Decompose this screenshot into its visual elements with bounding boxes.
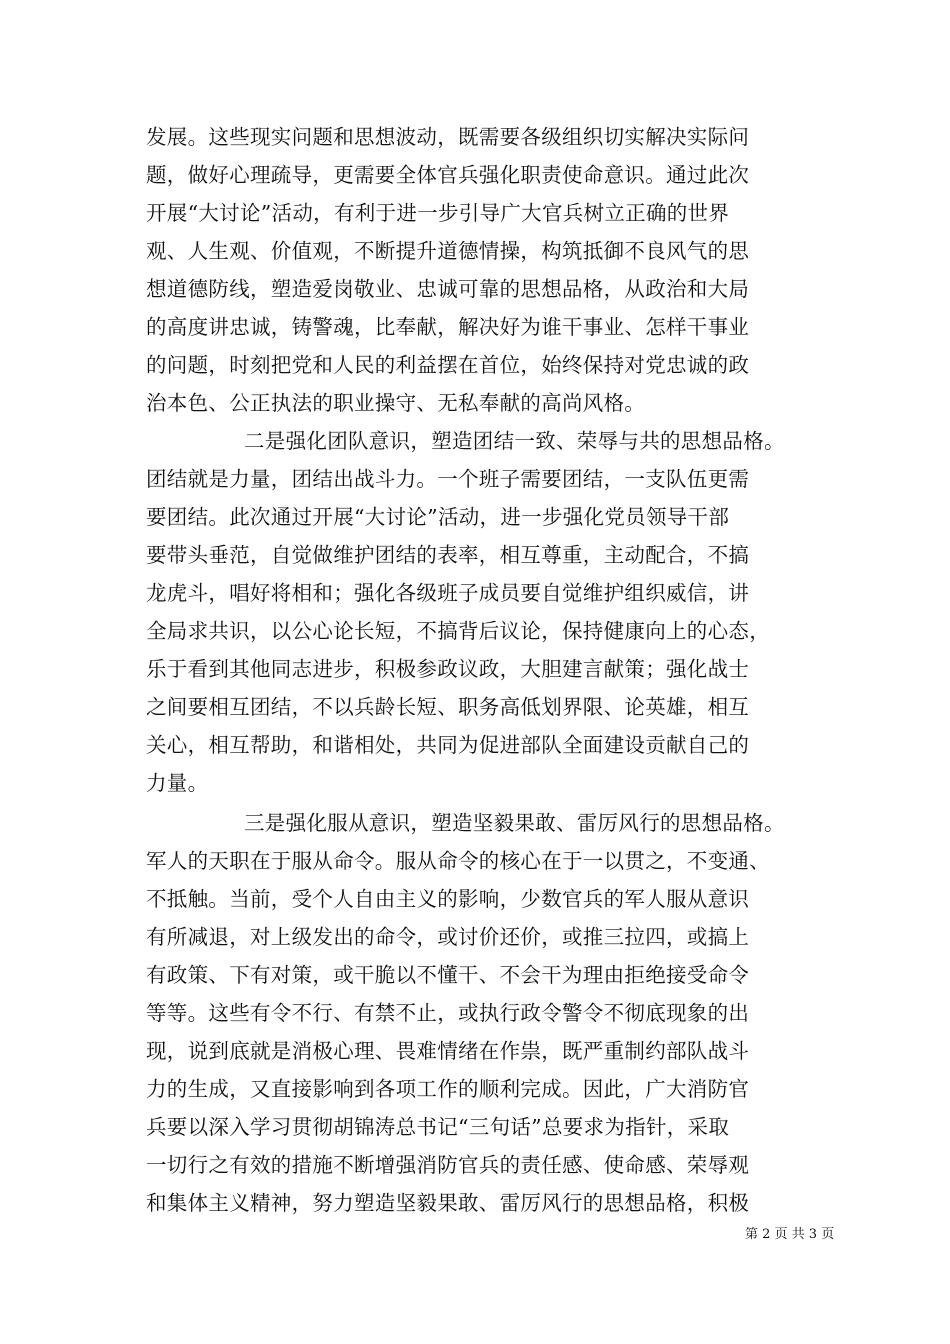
text-line: 力的生成，又直接影响到各项工作的顺利完成。因此，广大消防官: [146, 1077, 750, 1101]
paragraph-heading-line: 二是强化团队意识，塑造团结一致、荣辱与共的思想品格。: [244, 429, 785, 453]
text-line: 要团结。此次通过开展“大讨论”活动，进一步强化党员领导干部: [146, 505, 730, 529]
text-line: 观、人生观、价值观，不断提升道德情操，构筑抵御不良风气的思: [146, 239, 750, 263]
text-line: 兵要以深入学习贯彻胡锦涛总书记“三句话”总要求为指针，采取: [146, 1115, 730, 1139]
text-line: 之间要相互团结，不以兵龄长短、职务高低划界限、论英雄，相互: [146, 695, 750, 719]
text-line: 军人的天职在于服从命令。服从命令的核心在于一以贯之，不变通、: [146, 849, 770, 873]
text-line: 一切行之有效的措施不断增强消防官兵的责任感、使命感、荣辱观: [146, 1153, 750, 1177]
text-line: 等等。这些有令不行、有禁不止，或执行政令警令不彻底现象的出: [146, 1001, 750, 1025]
text-line: 龙虎斗，唱好将相和；强化各级班子成员要自觉维护组织威信，讲: [146, 581, 750, 605]
text-line: 发展。这些现实问题和思想波动，既需要各级组织切实解决实际问: [146, 125, 750, 149]
text-line: 关心，相互帮助，和谐相处，共同为促进部队全面建设贡献自己的: [146, 733, 750, 757]
text-line: 团结就是力量，团结出战斗力。一个班子需要团结，一支队伍更需: [146, 467, 750, 491]
text-line: 要带头垂范，自觉做维护团结的表率，相互尊重，主动配合，不搞: [146, 543, 750, 567]
text-line: 的问题，时刻把党和人民的利益摆在首位，始终保持对党忠诚的政: [146, 353, 750, 377]
text-line: 不抵触。当前，受个人自由主义的影响，少数官兵的军人服从意识: [146, 887, 750, 911]
text-line: 全局求共识，以公心论长短，不搞背后议论，保持健康向上的心态，: [146, 619, 770, 643]
text-line: 和集体主义精神，努力塑造坚毅果敢、雷厉风行的思想品格，积极: [146, 1191, 750, 1215]
text-line: 题，做好心理疏导，更需要全体官兵强化职责使命意识。通过此次: [146, 163, 750, 187]
text-line: 乐于看到其他同志进步，积极参政议政，大胆建言献策；强化战士: [146, 657, 750, 681]
page-number-footer: 第 2 页 共 3 页: [745, 1227, 835, 1242]
text-line: 现，说到底就是消极心理、畏难情绪在作祟，既严重制约部队战斗: [146, 1039, 750, 1063]
paragraph-heading-line: 三是强化服从意识，塑造坚毅果敢、雷厉风行的思想品格。: [244, 811, 785, 835]
text-line: 开展“大讨论”活动，有利于进一步引导广大官兵树立正确的世界: [146, 201, 730, 225]
text-line: 力量。: [146, 771, 209, 795]
text-line: 的高度讲忠诚，铸警魂，比奉献，解决好为谁干事业、怎样干事业: [146, 315, 750, 339]
text-line: 治本色、公正执法的职业操守、无私奉献的高尚风格。: [146, 391, 646, 415]
text-line: 有所减退，对上级发出的命令，或讨价还价，或推三拉四，或搞上: [146, 925, 750, 949]
text-line: 有政策、下有对策，或干脆以不懂干、不会干为理由拒绝接受命令: [146, 963, 750, 987]
text-line: 想道德防线，塑造爱岗敬业、忠诚可靠的思想品格，从政治和大局: [146, 277, 750, 301]
